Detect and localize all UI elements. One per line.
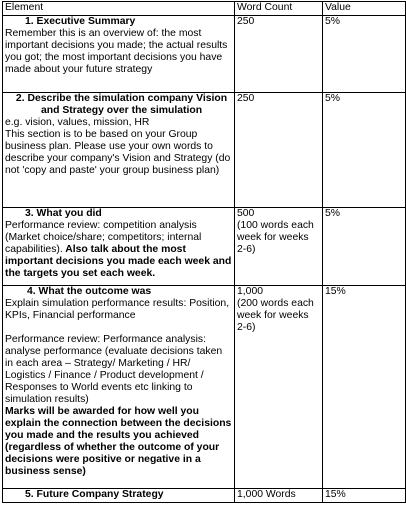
word-count: 250 — [237, 93, 255, 104]
row-description: Remember this is an overview of: the most important decisions you made; the actual results you got; the most important decisions you have made about your future strategy — [5, 28, 228, 75]
value-cell — [323, 208, 406, 286]
assessment-table — [2, 1, 406, 503]
table-row — [3, 93, 406, 208]
value: 15% — [325, 489, 346, 500]
row-description-2: Performance review: Performance analysis: analyse performance (evaluate decisions taken in each area – Strategy/ Marketing / HR/ Logistics / Finance / Product development / Responses to World events etc linking to simulation results) — [5, 334, 223, 405]
paragraph-spacer — [5, 322, 232, 334]
row-title: 2. Describe the simulation company Vision and Strategy over the simulation — [15, 93, 228, 116]
value: 5% — [325, 16, 341, 27]
value: 5% — [325, 93, 341, 104]
table-row — [3, 489, 406, 503]
word-count-cell — [235, 93, 323, 208]
table-row — [3, 286, 406, 489]
header-element: Element — [3, 2, 235, 16]
row-description-emphasis: Also talk about the most important decisions you made each week and the targets you set each week. — [5, 244, 232, 279]
word-count-cell — [235, 16, 323, 93]
element-cell — [3, 93, 235, 208]
row-description-emphasis: Marks will be awarded for how well you explain the connection between the decisions you made and the results you achieved (regardless of whether the outcome of your decisions were positive or negative in a business sense) — [5, 406, 232, 477]
value-cell — [323, 286, 406, 489]
row-title: 3. What you did — [25, 208, 102, 219]
table-row — [3, 208, 406, 286]
row-description-text: Performance review: competition analysis (Market choice/share; competitors; internal capabilities). — [5, 220, 202, 255]
table-header-row — [3, 2, 406, 16]
row-title: 4. What the outcome was — [27, 286, 152, 297]
table-row — [3, 16, 406, 93]
word-count: 1,000 (200 words each week for weeks 2-6) — [237, 286, 314, 333]
value: 5% — [325, 208, 341, 219]
row-description: Explain simulation performance results: Position, KPIs, Financial performance — [5, 298, 230, 321]
value-cell — [323, 489, 406, 503]
word-count: 1,000 Words — [237, 489, 296, 500]
header-word-count: Word Count — [235, 2, 323, 16]
value-cell — [323, 16, 406, 93]
header-value: Value — [323, 2, 406, 16]
value: 15% — [325, 286, 346, 297]
row-title: 1. Executive Summary — [25, 16, 136, 27]
word-count-cell — [235, 286, 323, 489]
element-cell — [3, 489, 235, 503]
word-count: 250 — [237, 16, 255, 27]
word-count: 500 (100 words each week for weeks 2-6) — [237, 208, 314, 255]
row-description — [5, 220, 232, 280]
element-cell — [3, 16, 235, 93]
word-count-cell — [235, 489, 323, 503]
word-count-cell — [235, 208, 323, 286]
element-cell — [3, 208, 235, 286]
element-cell — [3, 286, 235, 489]
row-description: e.g. vision, values, mission, HR This section is to be based on your Group business plan. Please use your own words to describe your company's Vision and Strategy (do not 'copy and paste' your group business plan) — [5, 117, 231, 176]
value-cell — [323, 93, 406, 208]
row-title: 5. Future Company Strategy — [25, 489, 164, 500]
